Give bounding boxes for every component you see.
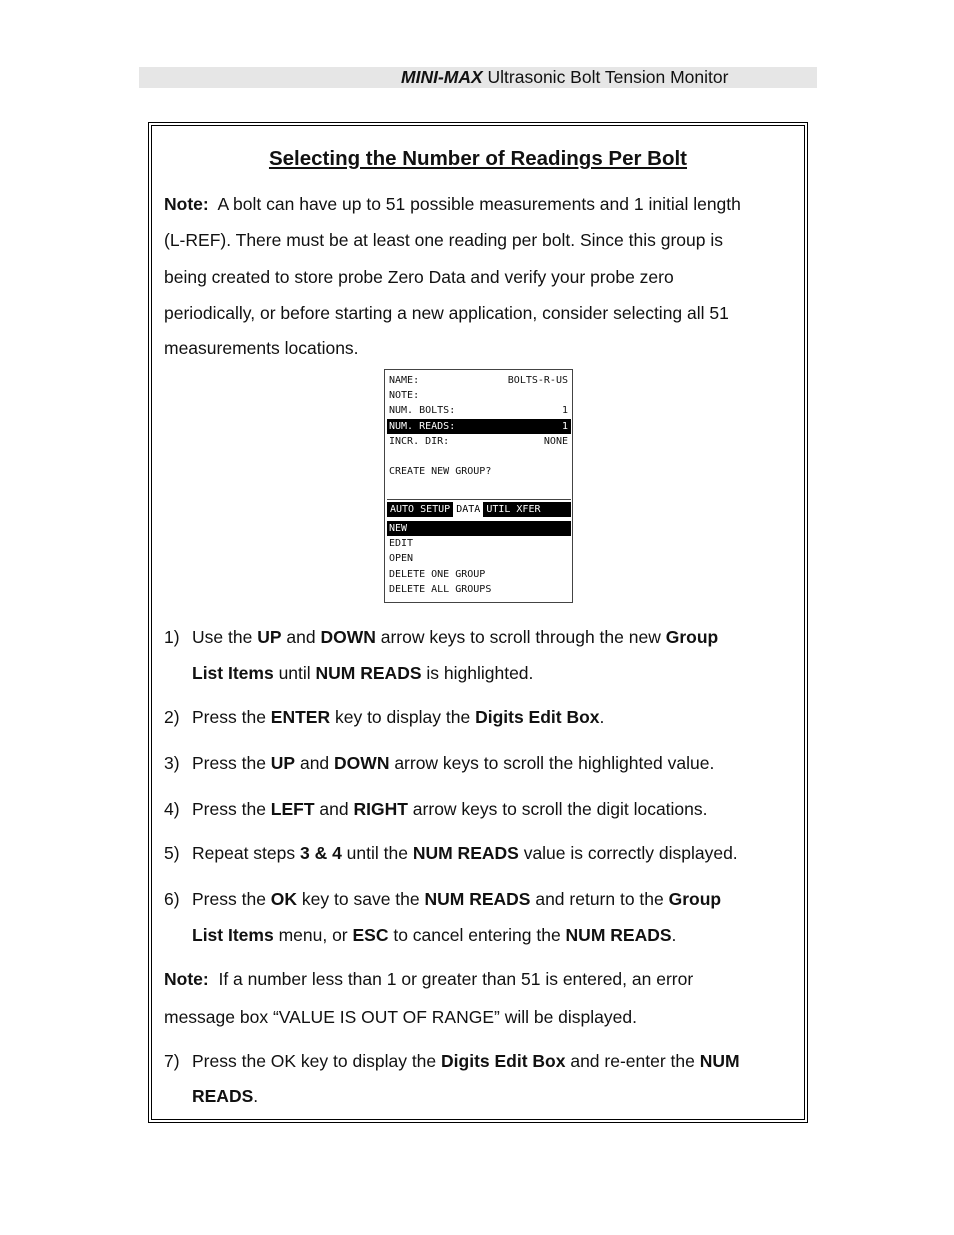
note-paragraph-line: being created to store probe Zero Data and verify your probe zero bbox=[164, 267, 674, 287]
lcd-menu-item-delete-all: DELETE ALL GROUPS bbox=[389, 583, 492, 595]
note-2-label: Note: bbox=[164, 969, 209, 989]
lcd-menu-item-new: NEW bbox=[387, 521, 571, 536]
header-brand: MINI-MAX bbox=[401, 67, 483, 87]
step-4: 4) Press the LEFT and RIGHT arrow keys to scroll the digit locations. bbox=[164, 799, 708, 819]
lcd-data-menu bbox=[387, 521, 571, 597]
section-title: Selecting the Number of Readings Per Bolt bbox=[268, 147, 688, 170]
step-6-continued: List Items menu, or ESC to cancel entering the NUM READS. bbox=[192, 925, 677, 945]
note-2-line: Note: If a number less than 1 or greater than 51 is entered, an error bbox=[164, 969, 694, 989]
lcd-menu-item-edit: EDIT bbox=[389, 538, 414, 550]
note-label: Note: bbox=[164, 194, 209, 214]
lcd-row-num-reads: NUM. READS: 1 bbox=[387, 419, 571, 434]
tab-data: DATA bbox=[453, 502, 483, 517]
lcd-row-blank bbox=[387, 449, 571, 464]
note-paragraph-line: Note: A bolt can have up to 51 possible measurements and 1 initial length bbox=[164, 194, 741, 214]
step-1-continued: List Items until NUM READS is highlighted. bbox=[192, 663, 534, 683]
step-7-continued: READS. bbox=[192, 1086, 259, 1106]
step-5: 5) Repeat steps 3 & 4 until the NUM READS value is correctly displayed. bbox=[164, 843, 738, 863]
lcd-row-num-bolts: NUM. BOLTS: 1 bbox=[389, 405, 568, 417]
step-2: 2) Press the ENTER key to display the Digits Edit Box. bbox=[164, 707, 605, 727]
group-list-items bbox=[387, 373, 571, 500]
tab-util: UTIL bbox=[486, 504, 511, 515]
lcd-row-name: NAME: BOLTS-R-US bbox=[389, 375, 568, 386]
device-screen bbox=[384, 369, 573, 603]
running-header bbox=[139, 67, 817, 88]
lcd-row-incr-dir: INCR. DIR: NONE bbox=[389, 435, 568, 447]
note-paragraph-line: (L-REF). There must be at least one reading per bolt. Since this group is bbox=[164, 230, 723, 250]
lcd-menu-tabs bbox=[387, 502, 571, 517]
lcd-menu-item-delete-one: DELETE ONE GROUP bbox=[389, 568, 486, 580]
note-2-line: message box “VALUE IS OUT OF RANGE” will be displayed. bbox=[164, 1007, 637, 1027]
step-1: 1) Use the UP and DOWN arrow keys to scroll through the new Group bbox=[164, 627, 719, 647]
note-paragraph-line: measurements locations. bbox=[164, 338, 359, 358]
step-3: 3) Press the UP and DOWN arrow keys to scroll the highlighted value. bbox=[164, 753, 715, 773]
lcd-row-create-prompt: CREATE NEW GROUP? bbox=[389, 466, 492, 478]
header-subtitle: Ultrasonic Bolt Tension Monitor bbox=[482, 67, 729, 87]
step-6: 6) Press the OK key to save the NUM READS and return to the Group bbox=[164, 889, 722, 909]
lcd-menu-item-open: OPEN bbox=[389, 553, 414, 565]
tab-auto-setup: AUTO SETUP bbox=[390, 504, 451, 515]
tab-xfer: XFER bbox=[516, 504, 541, 515]
step-7: 7) Press the OK key to display the Digits Edit Box and re-enter the NUM bbox=[164, 1051, 740, 1071]
lcd-row-note: NOTE: bbox=[389, 390, 420, 402]
note-paragraph-line: periodically, or before starting a new application, consider selecting all 51 bbox=[164, 303, 729, 323]
